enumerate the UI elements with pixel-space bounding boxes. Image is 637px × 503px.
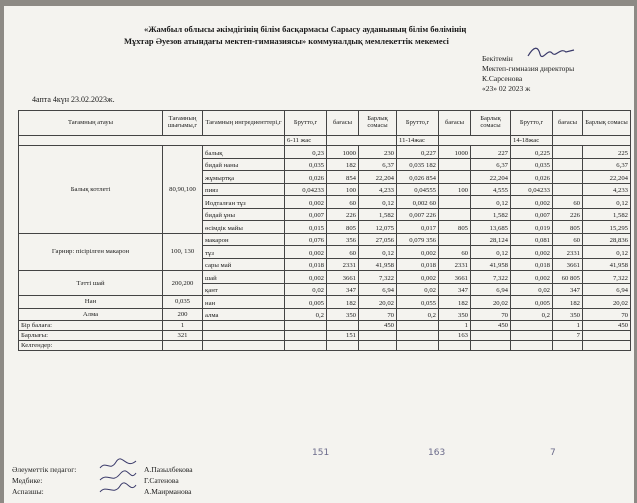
table-cell: 100 <box>439 183 471 196</box>
dish-yield: 200,200 <box>163 271 203 296</box>
col-header-sum-3: Барлық сомасы <box>583 111 631 136</box>
table-cell: 805 <box>327 221 359 234</box>
org-header-line2: Мұхтар Әуезов атындағы мектеп-гимназиясы» коммуналдық мемлекеттік мекемесі <box>124 36 449 46</box>
table-cell: 0,026 <box>511 171 553 184</box>
signature-name: А.Маирманова <box>144 487 192 496</box>
table-cell: 60 <box>327 246 359 259</box>
signature-role: Аспазшы: <box>12 487 44 496</box>
table-cell: 0,12 <box>471 246 511 259</box>
table-cell: 350 <box>553 308 583 321</box>
table-cell: 0,04555 <box>397 183 439 196</box>
table-cell: қант <box>203 283 285 296</box>
table-cell: 60 <box>553 233 583 246</box>
table-cell: 0,002 <box>397 246 439 259</box>
col-header-brutto-3: Брутто,г <box>511 111 553 136</box>
table-cell: 0,018 <box>285 258 327 271</box>
table-cell: 0,225 <box>511 146 553 159</box>
table-cell: 4,555 <box>471 183 511 196</box>
table-cell: 347 <box>439 283 471 296</box>
table-cell: 4,233 <box>583 183 631 196</box>
table-cell: 20,02 <box>583 296 631 309</box>
totals-cell <box>397 341 439 351</box>
dish-name: Тәтті шай <box>19 271 163 296</box>
totals-cell <box>439 341 471 351</box>
table-cell: 182 <box>439 296 471 309</box>
approval-date: «23» 02 2023 ж <box>482 84 531 93</box>
table-cell: макарон <box>203 233 285 246</box>
table-cell: 226 <box>327 208 359 221</box>
dish-name: Нан <box>19 296 163 309</box>
table-cell: 70 <box>471 308 511 321</box>
col-header-ingredients: Тағамның ингредиенттері,г <box>203 111 285 136</box>
table-cell: пияз <box>203 183 285 196</box>
table-cell: 0,23 <box>285 146 327 159</box>
table-cell: 2331 <box>553 246 583 259</box>
table-cell: 6,37 <box>359 158 397 171</box>
menu-table-body <box>19 111 631 351</box>
table-cell: 347 <box>327 283 359 296</box>
dish-yield: 0,035 <box>163 296 203 309</box>
table-cell: 1000 <box>327 146 359 159</box>
totals-cell: 163 <box>439 331 471 341</box>
dish-yield: 100, 130 <box>163 233 203 271</box>
totals-cell: 450 <box>359 321 397 331</box>
table-cell: 182 <box>553 296 583 309</box>
table-cell: 0,019 <box>511 221 553 234</box>
table-cell: алма <box>203 308 285 321</box>
table-cell: Иодталған тұз <box>203 196 285 209</box>
table-cell: 0,04233 <box>511 183 553 196</box>
table-cell <box>439 208 471 221</box>
totals-cell: 7 <box>553 331 583 341</box>
header-row <box>19 111 631 136</box>
table-cell: 0,079 356 <box>397 233 439 246</box>
table-row <box>19 233 631 246</box>
table-cell: 0,007 226 <box>397 208 439 221</box>
table-cell: 0,002 <box>511 271 553 284</box>
table-cell: 0,04233 <box>285 183 327 196</box>
totals-cell <box>471 331 511 341</box>
table-cell: 6,37 <box>583 158 631 171</box>
handwritten-count: 7 <box>550 448 556 458</box>
table-cell: 0,12 <box>583 246 631 259</box>
totals-cell <box>553 341 583 351</box>
table-cell: 100 <box>327 183 359 196</box>
dish-name: Гарнир: пісірілген макарон <box>19 233 163 271</box>
table-cell: 60 <box>553 196 583 209</box>
signature-roles <box>12 464 76 497</box>
table-cell: 6,37 <box>471 158 511 171</box>
totals-cell <box>203 321 285 331</box>
table-row <box>19 296 631 309</box>
table-cell: 1,582 <box>583 208 631 221</box>
table-cell: бидай ұны <box>203 208 285 221</box>
table-row <box>19 308 631 321</box>
table-cell: 28,124 <box>471 233 511 246</box>
table-cell: балық <box>203 146 285 159</box>
table-cell: өсімдік майы <box>203 221 285 234</box>
table-cell: 6,94 <box>583 283 631 296</box>
table-cell: 27,056 <box>359 233 397 246</box>
table-cell: 350 <box>327 308 359 321</box>
approval-name: К.Сарсенова <box>482 74 523 83</box>
table-cell: 0,002 <box>397 271 439 284</box>
table-cell: 7,322 <box>471 271 511 284</box>
totals-cell: Келгендер: <box>19 341 163 351</box>
table-cell: 225 <box>583 146 631 159</box>
totals-cell <box>359 341 397 351</box>
table-cell: 0,035 <box>511 158 553 171</box>
signature-scribbles <box>96 458 140 498</box>
table-cell: 0,02 <box>511 283 553 296</box>
totals-cell <box>511 321 553 331</box>
totals-cell <box>285 321 327 331</box>
table-cell: 0,12 <box>359 246 397 259</box>
table-cell: 0,002 <box>285 196 327 209</box>
age-blank <box>553 136 631 146</box>
col-header-brutto-2: Брутто,г <box>397 111 439 136</box>
totals-cell: 1 <box>439 321 471 331</box>
table-cell: 0,2 <box>285 308 327 321</box>
totals-cell <box>359 331 397 341</box>
table-cell: 1,582 <box>471 208 511 221</box>
table-cell: 0,026 <box>285 171 327 184</box>
table-cell: 4,233 <box>359 183 397 196</box>
totals-cell: 1 <box>163 321 203 331</box>
table-cell: 182 <box>327 158 359 171</box>
table-cell: тұз <box>203 246 285 259</box>
table-cell: 356 <box>327 233 359 246</box>
signature-name: А.Пазылбекова <box>144 465 193 474</box>
table-cell: 12,075 <box>359 221 397 234</box>
org-header-line1: «Жамбыл облысы әкімдігінің білім басқармасы Сарысу ауданының білім бөлімінің <box>144 24 467 34</box>
totals-cell <box>327 341 359 351</box>
signature-name: Г.Сатенова <box>144 476 179 485</box>
table-cell: 0,2 <box>397 308 439 321</box>
col-header-sum-2: Барлық сомасы <box>471 111 511 136</box>
table-cell: шай <box>203 271 285 284</box>
table-cell: 347 <box>553 283 583 296</box>
table-cell: 0,002 <box>285 246 327 259</box>
totals-cell: 450 <box>583 321 631 331</box>
table-cell <box>553 146 583 159</box>
age-blank <box>19 136 285 146</box>
table-cell: 227 <box>471 146 511 159</box>
table-cell: 60 805 <box>553 271 583 284</box>
table-cell: 60 <box>439 246 471 259</box>
totals-cell <box>397 321 439 331</box>
table-cell: 805 <box>553 221 583 234</box>
age-row <box>19 136 631 146</box>
table-cell: 41,958 <box>359 258 397 271</box>
totals-cell: 151 <box>327 331 359 341</box>
table-cell: 0,035 182 <box>397 158 439 171</box>
table-cell: 230 <box>359 146 397 159</box>
col-header-yield: Тағамның шығымы,г <box>163 111 203 136</box>
table-cell: 0,2 <box>511 308 553 321</box>
table-cell <box>439 233 471 246</box>
totals-cell <box>163 341 203 351</box>
table-cell: 70 <box>359 308 397 321</box>
table-cell: 13,685 <box>471 221 511 234</box>
table-cell: 0,007 <box>285 208 327 221</box>
menu-date: 4апта 4күн 23.02.2023ж. <box>32 95 115 104</box>
table-cell: 0,12 <box>359 196 397 209</box>
totals-cell <box>285 331 327 341</box>
totals-cell <box>471 341 511 351</box>
table-cell: 0,017 <box>397 221 439 234</box>
totals-cell <box>583 331 631 341</box>
table-cell: 0,018 <box>511 258 553 271</box>
table-cell: 0,227 <box>397 146 439 159</box>
totals-row-per-child <box>19 321 631 331</box>
age-blank <box>327 136 397 146</box>
totals-cell: Барлығы: <box>19 331 163 341</box>
totals-cell <box>327 321 359 331</box>
col-header-price-2: бағасы <box>439 111 471 136</box>
handwritten-count: 163 <box>428 448 446 458</box>
table-cell: 0,02 <box>285 283 327 296</box>
totals-cell: 450 <box>471 321 511 331</box>
totals-cell: 1 <box>553 321 583 331</box>
handwritten-count: 151 <box>312 448 330 458</box>
table-cell: нан <box>203 296 285 309</box>
totals-cell <box>285 341 327 351</box>
table-cell: 41,958 <box>471 258 511 271</box>
table-cell: 3661 <box>439 271 471 284</box>
table-cell: 7,322 <box>583 271 631 284</box>
totals-row-attended <box>19 341 631 351</box>
table-cell: 60 <box>327 196 359 209</box>
totals-cell: Бір балаға: <box>19 321 163 331</box>
totals-cell <box>203 331 285 341</box>
table-cell: 350 <box>439 308 471 321</box>
table-cell: 805 <box>439 221 471 234</box>
age-label: 6-11 жас <box>285 136 327 146</box>
table-cell: бидай наны <box>203 158 285 171</box>
table-cell: 15,295 <box>583 221 631 234</box>
col-header-price-1: бағасы <box>327 111 359 136</box>
table-row <box>19 146 631 159</box>
table-cell: 3661 <box>327 271 359 284</box>
col-header-price-3: бағасы <box>553 111 583 136</box>
table-cell: 2331 <box>439 258 471 271</box>
table-cell: 6,94 <box>471 283 511 296</box>
table-cell: 22,204 <box>359 171 397 184</box>
age-label: 11-14жас <box>397 136 439 146</box>
table-cell: 22,204 <box>583 171 631 184</box>
table-cell: 1,582 <box>359 208 397 221</box>
table-cell: 0,015 <box>285 221 327 234</box>
age-label: 14-18жас <box>511 136 553 146</box>
table-cell: 7,322 <box>359 271 397 284</box>
table-cell <box>439 158 471 171</box>
table-cell: 0,018 <box>397 258 439 271</box>
totals-cell <box>511 341 553 351</box>
table-cell: 1000 <box>439 146 471 159</box>
signature-role: Әлеуметтік педагог: <box>12 465 77 474</box>
table-cell: 41,958 <box>583 258 631 271</box>
table-cell: 0,026 854 <box>397 171 439 184</box>
table-cell: 6,94 <box>359 283 397 296</box>
table-cell: 0,12 <box>471 196 511 209</box>
table-cell: 70 <box>583 308 631 321</box>
table-cell: 20,02 <box>471 296 511 309</box>
table-cell <box>439 196 471 209</box>
col-header-dish: Тағамның атауы <box>19 111 163 136</box>
table-cell: 0,076 <box>285 233 327 246</box>
approval-position: Мектеп-гимназия директоры <box>482 64 575 73</box>
table-cell <box>553 183 583 196</box>
table-cell <box>439 171 471 184</box>
table-cell: 0,02 <box>397 283 439 296</box>
totals-cell <box>397 331 439 341</box>
menu-table <box>18 110 631 351</box>
table-cell <box>553 158 583 171</box>
table-cell: 0,007 <box>511 208 553 221</box>
table-cell: 22,204 <box>471 171 511 184</box>
table-cell: 226 <box>553 208 583 221</box>
table-cell: 28,836 <box>583 233 631 246</box>
document-sheet <box>4 6 634 503</box>
table-cell: 854 <box>327 171 359 184</box>
table-cell: 3661 <box>553 258 583 271</box>
table-cell: 182 <box>327 296 359 309</box>
totals-cell <box>203 341 285 351</box>
table-cell: 0,005 <box>285 296 327 309</box>
table-cell: 0,002 60 <box>397 196 439 209</box>
table-cell: сары май <box>203 258 285 271</box>
table-cell: 0,035 <box>285 158 327 171</box>
totals-row-all <box>19 331 631 341</box>
table-cell <box>553 171 583 184</box>
dish-yield: 80,90,100 <box>163 146 203 234</box>
table-cell: 0,002 <box>285 271 327 284</box>
totals-cell: 321 <box>163 331 203 341</box>
table-cell: 2331 <box>327 258 359 271</box>
signature-names <box>144 464 193 497</box>
table-row <box>19 271 631 284</box>
dish-yield: 200 <box>163 308 203 321</box>
age-blank <box>439 136 511 146</box>
dish-name: Балық котлеті <box>19 146 163 234</box>
col-header-brutto-1: Брутто,г <box>285 111 327 136</box>
table-cell: 0,005 <box>511 296 553 309</box>
approval-block <box>482 54 574 94</box>
table-cell: 0,002 <box>511 196 553 209</box>
table-cell: 0,002 <box>511 246 553 259</box>
table-cell: 0,12 <box>583 196 631 209</box>
table-cell: жұмыртқа <box>203 171 285 184</box>
table-cell: 20,02 <box>359 296 397 309</box>
approval-title: Бекітемін <box>482 54 513 63</box>
totals-cell <box>583 341 631 351</box>
table-cell: 0,081 <box>511 233 553 246</box>
table-cell: 0,055 <box>397 296 439 309</box>
col-header-sum-1: Барлық сомасы <box>359 111 397 136</box>
signature-role: Медбике: <box>12 476 43 485</box>
dish-name: Алма <box>19 308 163 321</box>
totals-cell <box>511 331 553 341</box>
